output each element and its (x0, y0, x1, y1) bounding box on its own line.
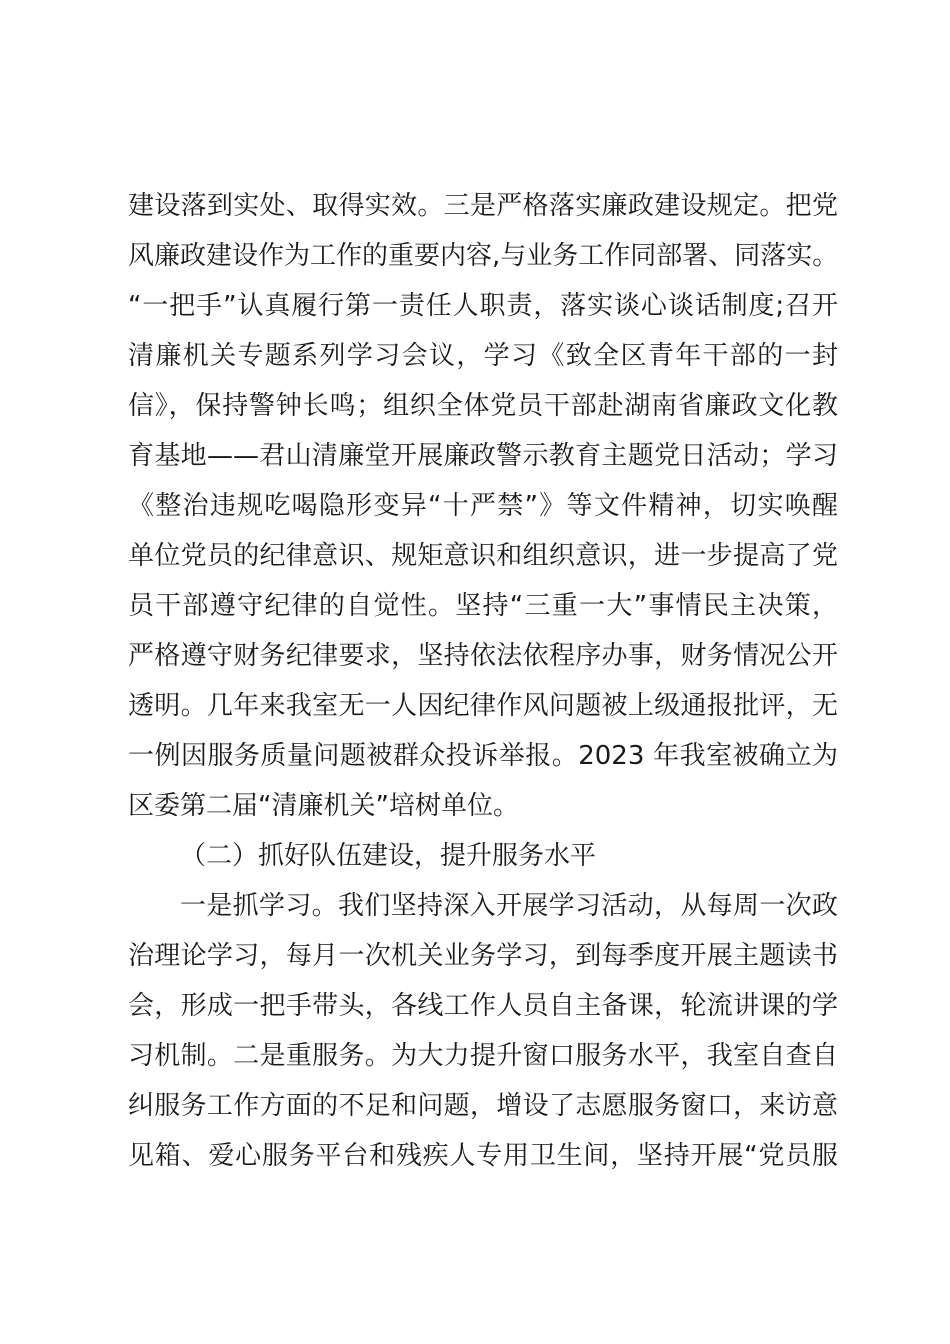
paragraph-line: 员干部遵守纪律的自觉性。坚持“三重一大”事情民主决策， (128, 591, 838, 621)
paragraph-line: 治理论学习，每月一次机关业务学习，到每季度开展主题读书 (128, 941, 838, 971)
paragraph-line: “一把手”认真履行第一责任人职责，落实谈心谈话制度;召开 (128, 291, 838, 321)
paragraph-line: 育基地——君山清廉堂开展廉政警示教育主题党日活动；学习 (128, 441, 838, 471)
paragraph-line: 习机制。二是重服务。为大力提升窗口服务水平，我室自查自 (128, 1041, 838, 1071)
paragraph-line: 见箱、爱心服务平台和残疾人专用卫生间，坚持开展“党员服 (128, 1141, 838, 1171)
paragraph-line: 会，形成一把手带头，各线工作人员自主备课，轮流讲课的学 (128, 991, 838, 1021)
paragraph-line: 风廉政建设作为工作的重要内容,与业务工作同部署、同落实。 (128, 241, 839, 271)
section-heading: （二）抓好队伍建设，提升服务水平 (180, 841, 597, 871)
paragraph-line: 纠服务工作方面的不足和问题，增设了志愿服务窗口，来访意 (128, 1091, 838, 1121)
paragraph-line: 区委第二届“清廉机关”培树单位。 (128, 791, 519, 821)
paragraph-line: 透明。几年来我室无一人因纪律作风问题被上级通报批评，无 (128, 691, 838, 721)
paragraph-line: 一是抓学习。我们坚持深入开展学习活动，从每周一次政 (180, 891, 838, 921)
paragraph-line: 建设落到实处、取得实效。三是严格落实廉政建设规定。把党 (128, 191, 838, 221)
paragraph-line: 《整治违规吃喝隐形变异“十严禁”》等文件精神，切实唤醒 (128, 491, 838, 521)
paragraph-line: 严格遵守财务纪律要求，坚持依法依程序办事，财务情况公开 (128, 641, 838, 671)
paragraph-line: 一例因服务质量问题被群众投诉举报。2023 年我室被确立为 (128, 741, 838, 771)
paragraph-line: 信》，保持警钟长鸣；组织全体党员干部赴湖南省廉政文化教 (128, 391, 838, 421)
paragraph-line: 清廉机关专题系列学习会议，学习《致全区青年干部的一封 (128, 341, 838, 371)
paragraph-line: 单位党员的纪律意识、规矩意识和组织意识，进一步提高了党 (128, 541, 838, 571)
